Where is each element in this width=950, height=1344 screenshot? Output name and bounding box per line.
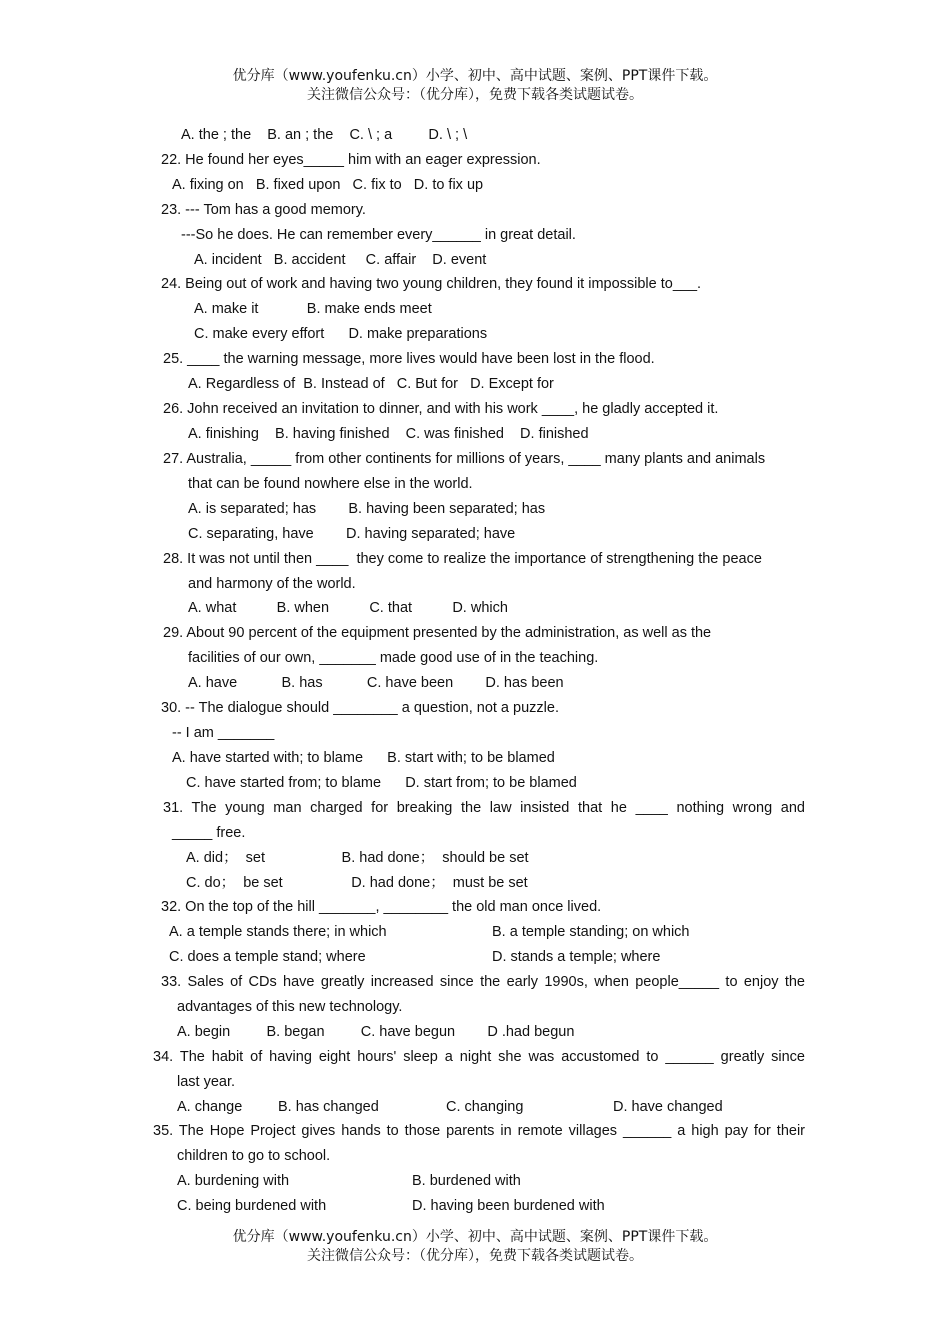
q23-stem: 23. --- Tom has a good memory. xyxy=(161,202,366,218)
page-header-line-2: 关注微信公众号：（优分库），免费下载各类试题试卷。 xyxy=(307,87,643,103)
q28-stem: 28. It was not until then ____ they come to realize the importance of strengthening the peace xyxy=(163,551,762,567)
q32-option-d: D. stands a temple; where xyxy=(492,949,661,965)
page-footer-line-2: 关注微信公众号：（优分库），免费下载各类试题试卷。 xyxy=(307,1248,643,1264)
q31-stem: 31. The young man charged for breaking the law insisted that he ____ nothing wrong and xyxy=(163,800,805,816)
q34-option-b: B. has changed xyxy=(278,1099,379,1115)
q35-option-a: A. burdening with xyxy=(177,1173,290,1189)
q35-stem: 35. The Hope Project gives hands to those parents in remote villages ______ a high pay for their xyxy=(153,1123,805,1139)
q30-stem-2: -- I am _______ xyxy=(172,725,275,741)
q27-options-cd: C. separating, have D. having separated; have xyxy=(188,526,516,542)
q31-stem-2: _____ free. xyxy=(172,825,246,841)
q33-stem-2: advantages of this new technology. xyxy=(177,999,403,1015)
q33-stem: 33. Sales of CDs have greatly increased since the early 1990s, when people_____ to enjoy the xyxy=(161,974,805,990)
q35-stem-2: children to go to school. xyxy=(177,1148,331,1164)
q27-stem-2: that can be found nowhere else in the world. xyxy=(188,476,473,492)
q29-stem: 29. About 90 percent of the equipment presented by the administration, as well as the xyxy=(163,625,712,641)
q24-stem: 24. Being out of work and having two young children, they found it impossible to___. xyxy=(161,276,702,292)
q29-stem-2: facilities of our own, _______ made good use of in the teaching. xyxy=(188,650,599,666)
q23-options: A. incident B. accident C. affair D. event xyxy=(194,252,487,268)
q34-stem: 34. The habit of having eight hours' sleep a night she was accustomed to ______ greatly since xyxy=(153,1049,805,1065)
q31-options-cd: C. do； be set D. had done； must be set xyxy=(186,875,528,891)
page-header-line-1: 优分库（www.youfenku.cn）小学、初中、高中试题、案例、PPT课件下载。 xyxy=(232,68,718,84)
q25-stem: 25. ____ the warning message, more lives would have been lost in the flood. xyxy=(163,351,655,367)
q32-option-a: A. a temple stands there; in which xyxy=(169,924,387,940)
q34-option-c: C. changing xyxy=(446,1099,524,1115)
q30-stem: 30. -- The dialogue should ________ a question, not a puzzle. xyxy=(161,700,559,716)
q21-options: A. the ; the B. an ; the C. \ ; a D. \ ; \ xyxy=(181,127,468,143)
q35-option-c: C. being burdened with xyxy=(177,1198,327,1214)
q34-stem-2: last year. xyxy=(177,1074,236,1090)
q33-options: A. begin B. began C. have begun D .had begun xyxy=(177,1024,575,1040)
q29-options: A. have B. has C. have been D. has been xyxy=(188,675,564,691)
q26-stem: 26. John received an invitation to dinner, and with his work ____, he gladly accepted it. xyxy=(163,401,719,417)
q31-options-ab: A. did； set B. had done； should be set xyxy=(186,850,529,866)
q35-option-b: B. burdened with xyxy=(412,1173,521,1189)
q22-stem: 22. He found her eyes_____ him with an eager expression. xyxy=(161,152,541,168)
q24-options-ab: A. make it B. make ends meet xyxy=(194,301,432,317)
q34-option-a: A. change xyxy=(177,1099,243,1115)
q28-options: A. what B. when C. that D. which xyxy=(188,600,508,616)
q34-option-d: D. have changed xyxy=(613,1099,723,1115)
q27-stem: 27. Australia, _____ from other continents for millions of years, ____ many plants and animals xyxy=(163,451,766,467)
q23-stem-2: ---So he does. He can remember every______ in great detail. xyxy=(181,227,576,243)
q32-option-c: C. does a temple stand; where xyxy=(169,949,366,965)
q30-options-ab: A. have started with; to blame B. start with; to be blamed xyxy=(172,750,555,766)
q22-options: A. fixing on B. fixed upon C. fix to D. to fix up xyxy=(172,177,484,193)
q27-options-ab: A. is separated; has B. having been separated; has xyxy=(188,501,546,517)
q30-options-cd: C. have started from; to blame D. start from; to be blamed xyxy=(186,775,577,791)
q32-option-b: B. a temple standing; on which xyxy=(492,924,690,940)
page-footer-line-1: 优分库（www.youfenku.cn）小学、初中、高中试题、案例、PPT课件下载。 xyxy=(232,1229,718,1245)
q25-options: A. Regardless of B. Instead of C. But for D. Except for xyxy=(188,376,554,392)
q26-options: A. finishing B. having finished C. was finished D. finished xyxy=(188,426,589,442)
q35-option-d: D. having been burdened with xyxy=(412,1198,605,1214)
q32-stem: 32. On the top of the hill _______, ________ the old man once lived. xyxy=(161,899,602,915)
q24-options-cd: C. make every effort D. make preparations xyxy=(194,326,488,342)
q28-stem-2: and harmony of the world. xyxy=(188,576,356,592)
